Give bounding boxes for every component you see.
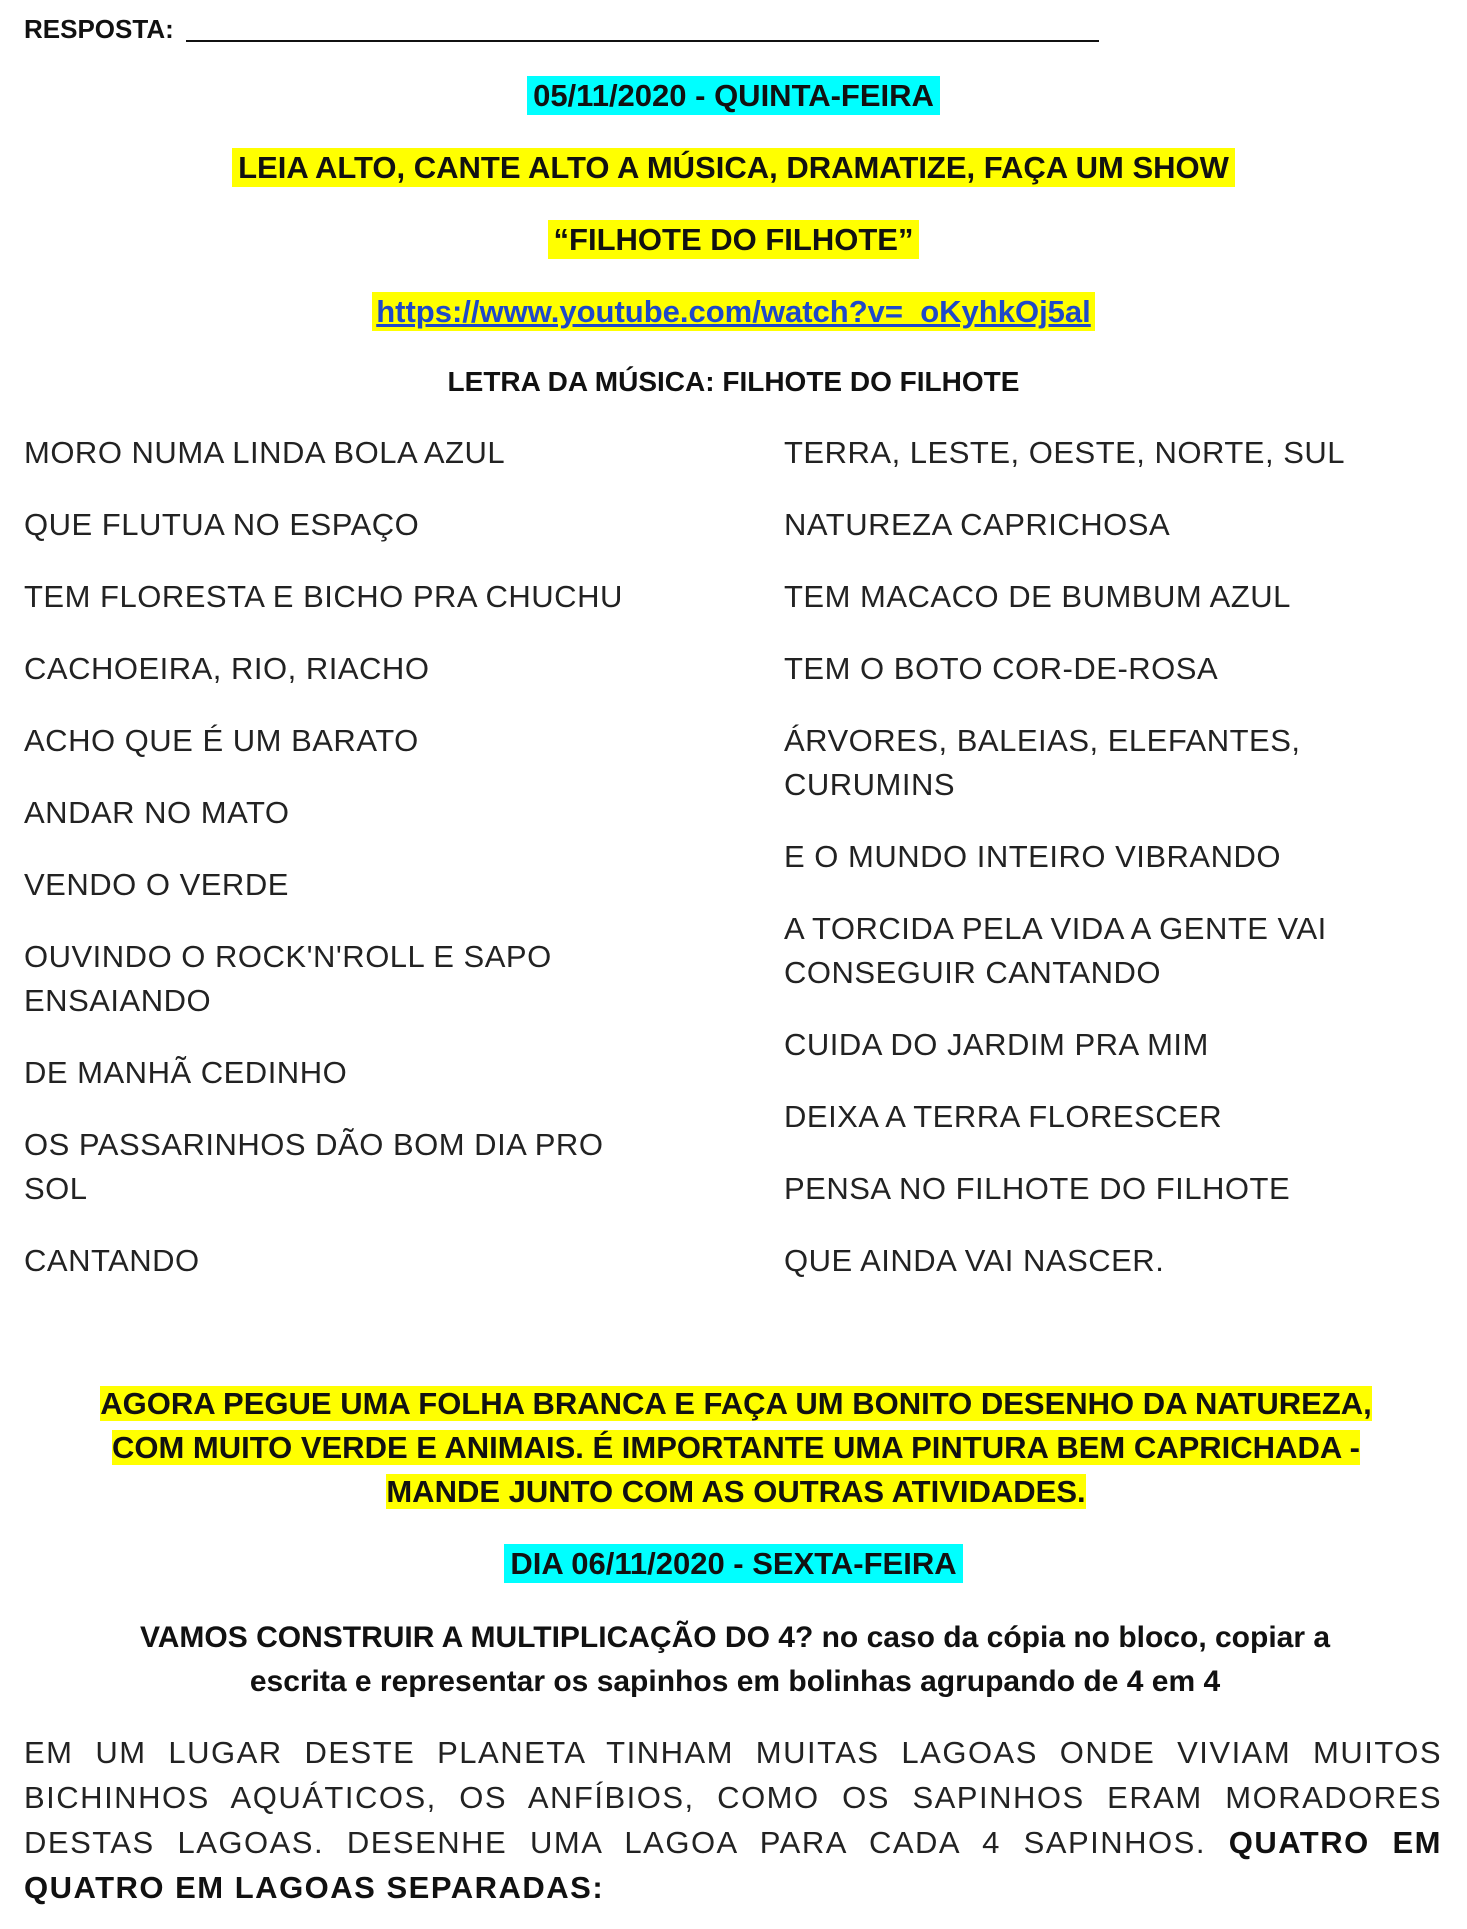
lyric-line: QUE FLUTUA NO ESPAÇO — [24, 507, 420, 542]
answer-line — [186, 40, 1099, 42]
lyric-line: NATUREZA CAPRICHOSA — [784, 507, 1171, 542]
lyric-line: CUIDA DO JARDIM PRA MIM — [784, 1027, 1209, 1062]
activity-line: AGORA PEGUE UMA FOLHA BRANCA E FAÇA UM BONITO DESENHO DA NATUREZA, — [100, 1386, 1372, 1421]
drawing-activity — [36, 1382, 1436, 1514]
lyric-line: ANDAR NO MATO — [24, 795, 290, 830]
link-row — [0, 294, 1467, 330]
song-title-row — [0, 222, 1467, 258]
day2-date: DIA 06/11/2020 - SEXTA-FEIRA — [504, 1544, 962, 1583]
lyrics-heading: LETRA DA MÚSICA: FILHOTE DO FILHOTE — [447, 366, 1020, 397]
instruction-row — [0, 150, 1467, 186]
lyric-line: ÁRVORES, BALEIAS, ELEFANTES, CURUMINS — [784, 723, 1301, 802]
day1-date: 05/11/2020 - QUINTA-FEIRA — [527, 76, 940, 115]
lyric-line: MORO NUMA LINDA BOLA AZUL — [24, 435, 506, 470]
paragraph-text: EM UM LUGAR DESTE PLANETA TINHAM MUITAS LAGOAS ONDE VIVIAM MUITOS BICHINHOS AQUÁTICOS, OS ANFÍBIOS, COMO OS SAPINHOS ERAM MORADORES DESTAS LAGOAS. DESENHE UMA LAGOA PARA CADA 4 SAPINHOS. — [24, 1735, 1442, 1860]
lyric-line: OS PASSARINHOS DÃO BOM DIA PRO SOL — [24, 1127, 604, 1206]
day1-instruction: LEIA ALTO, CANTE ALTO A MÚSICA, DRAMATIZE, FAÇA UM SHOW — [232, 148, 1235, 187]
day1-date-row — [0, 78, 1467, 114]
lyric-line: CACHOEIRA, RIO, RIACHO — [24, 651, 430, 686]
activity-line: MANDE JUNTO COM AS OUTRAS ATIVIDADES. — [386, 1474, 1086, 1509]
lyric-line: A TORCIDA PELA VIDA A GENTE VAI CONSEGUIR CANTANDO — [784, 911, 1327, 990]
task-line: escrita e representar os sapinhos em bolinhas agrupando de 4 em 4 — [249, 1665, 1221, 1698]
activity-line: COM MUITO VERDE E ANIMAIS. É IMPORTANTE UMA PINTURA BEM CAPRICHADA - — [111, 1430, 1361, 1465]
resposta-label: RESPOSTA: — [24, 14, 174, 44]
lyric-line: TERRA, LESTE, OESTE, NORTE, SUL — [784, 435, 1345, 470]
task-line: VAMOS CONSTRUIR A MULTIPLICAÇÃO DO 4? no caso da cópia no bloco, copiar a — [139, 1621, 1331, 1654]
lagoon-paragraph — [24, 1730, 1442, 1910]
lyric-line: TEM O BOTO COR-DE-ROSA — [784, 651, 1219, 686]
lyric-line: TEM FLORESTA E BICHO PRA CHUCHU — [24, 579, 623, 614]
multiplication-task — [50, 1616, 1420, 1704]
day2-date-row — [0, 1546, 1467, 1582]
lyric-line: DE MANHÃ CEDINHO — [24, 1055, 348, 1090]
lyric-line: QUE AINDA VAI NASCER. — [784, 1243, 1165, 1278]
lyric-line: PENSA NO FILHOTE DO FILHOTE — [784, 1171, 1291, 1206]
lyric-line: DEIXA A TERRA FLORESCER — [784, 1099, 1223, 1134]
lyric-line: TEM MACACO DE BUMBUM AZUL — [784, 579, 1291, 614]
paragraph-bold: QUATRO EM QUATRO EM LAGOAS SEPARADAS: — [24, 1825, 1442, 1905]
lyric-line: VENDO O VERDE — [24, 867, 289, 902]
lyric-line: E O MUNDO INTEIRO VIBRANDO — [784, 839, 1281, 874]
youtube-link[interactable]: https://www.youtube.com/watch?v=_oKyhkOj5al — [372, 292, 1095, 331]
lyric-line: ACHO QUE É UM BARATO — [24, 723, 419, 758]
song-title: “FILHOTE DO FILHOTE” — [548, 220, 920, 259]
lyric-line: OUVINDO O ROCK'N'ROLL E SAPO ENSAIANDO — [24, 939, 552, 1018]
lyric-line: CANTANDO — [24, 1243, 200, 1278]
